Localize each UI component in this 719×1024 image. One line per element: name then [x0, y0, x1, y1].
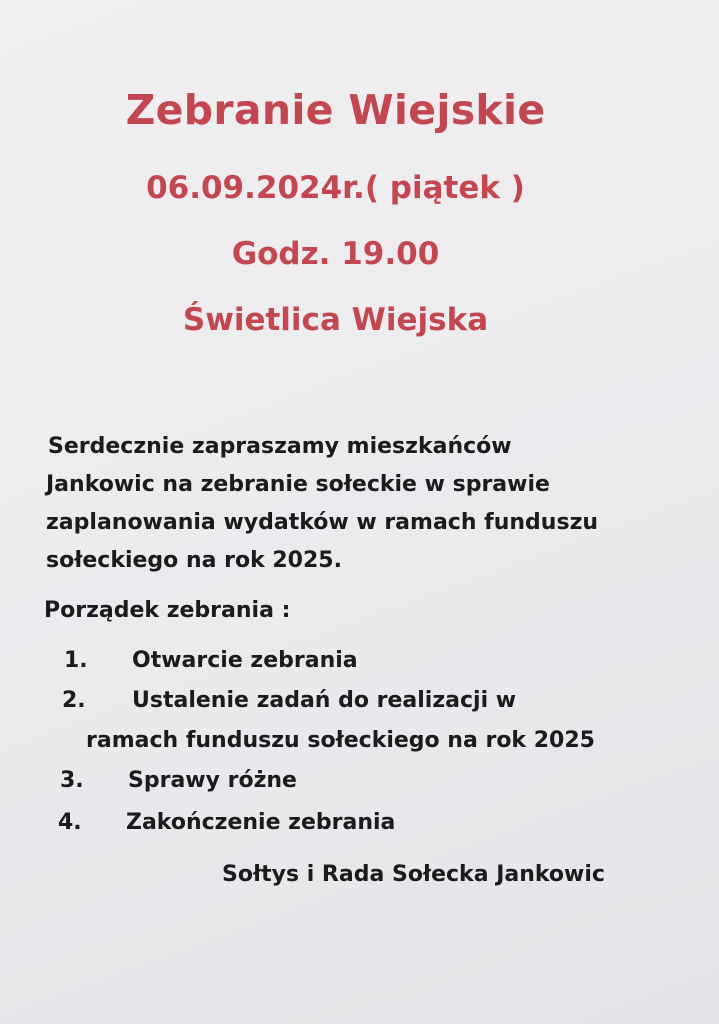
meeting-date: 06.09.2024r.( piątek ): [146, 170, 525, 206]
intro-line-3: zaplanowania wydatków w ramach funduszu: [46, 510, 599, 535]
intro-line-4: sołeckiego na rok 2025.: [46, 548, 342, 573]
agenda-item-2-continuation: ramach funduszu sołeckiego na rok 2025: [86, 728, 595, 753]
meeting-time: Godz. 19.00: [231, 236, 440, 272]
agenda-item-4-text: Zakończenie zebrania: [126, 810, 396, 835]
agenda-heading: Porządek zebrania :: [44, 598, 291, 623]
agenda-item-4-number: 4.: [58, 810, 82, 835]
agenda-item-3-text: Sprawy różne: [128, 768, 297, 793]
notice-title: Zebranie Wiejskie: [125, 86, 546, 134]
agenda-item-2-number: 2.: [62, 688, 86, 713]
signature: Sołtys i Rada Sołecka Jankowic: [222, 862, 605, 887]
agenda-item-1-number: 1.: [64, 648, 88, 673]
intro-line-2: Jankowic na zebranie sołeckie w sprawie: [46, 472, 550, 497]
agenda-item-1-text: Otwarcie zebrania: [132, 648, 358, 673]
intro-line-1: Serdecznie zapraszamy mieszkańców: [48, 434, 512, 459]
agenda-item-3-number: 3.: [60, 768, 84, 793]
agenda-item-2-text: Ustalenie zadań do realizacji w: [132, 688, 517, 713]
meeting-place: Świetlica Wiejska: [182, 302, 489, 338]
